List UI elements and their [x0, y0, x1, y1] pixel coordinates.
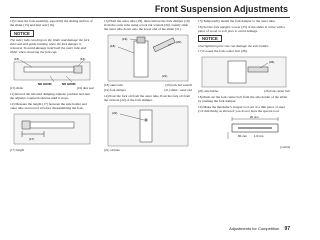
- fig1-label-b: (16): [80, 57, 86, 62]
- header-rule: [10, 17, 290, 18]
- fig5-caption-left: (26) axle holder: [198, 88, 219, 93]
- fig3-caption-l1: (18) outer tube: [104, 82, 123, 87]
- fig3-caption-r2: (21) slider / outer end: [164, 88, 192, 93]
- page-footer: [229, 226, 290, 232]
- continued-note: (cont'd): [280, 144, 290, 149]
- dim-a: 20 mm: [250, 114, 259, 119]
- notice-label: NOTICE: [10, 30, 34, 37]
- fork-slider-figure: [10, 56, 94, 86]
- fig3-label-b: (19): [122, 36, 128, 41]
- fig3-caption-r1: (20) lock nut wrench: [165, 82, 192, 87]
- page-header: [0, 4, 300, 15]
- oil-hole-figure: [104, 104, 192, 148]
- step-17: 17) Loosen the fork center bolt (26).: [198, 49, 248, 54]
- fig4-caption: (22) oil hole: [104, 148, 120, 153]
- stopper-tool-figure: [198, 115, 290, 145]
- length-figure: [10, 112, 94, 148]
- center-bolt-figure: [198, 55, 290, 89]
- fig3-caption-row2: [104, 89, 192, 93]
- fig5-label: (26): [269, 59, 275, 64]
- column-right: [198, 19, 290, 149]
- footer-label: Adjustments for Competition: [229, 226, 280, 231]
- page-title: Front Suspension Adjustments: [154, 4, 288, 14]
- column-left: [10, 19, 94, 153]
- fig4-label: (22): [112, 111, 118, 116]
- fig3-caption-row1: [104, 84, 192, 88]
- page-number: 97: [284, 226, 290, 232]
- damper-removal-figure: [104, 33, 192, 83]
- fig1-caption-right: (16) dust seal: [76, 86, 94, 91]
- fig3-label-a: (18): [110, 43, 116, 48]
- notice-text-2: Overtightening the vise can damage the axle holder.: [198, 43, 269, 48]
- fig1-caption: [10, 87, 94, 91]
- notice-label-2: NOTICE: [198, 35, 222, 42]
- fig5-caption: [198, 90, 290, 94]
- step-16: 16) Set the fork upright. Lower (25) of the slider at a true with a piece of wood or soft jaws to avoid damage.: [198, 24, 285, 33]
- notice-text: The outer tube can drop on the slider and damage the fork dust seal and guide bushing when the fork damper is removed. To avoid damage hold both the outer tube and slider when removing the fork cap.: [10, 38, 90, 55]
- fig3-label-d: (21): [162, 73, 168, 78]
- dim-c: 1.0 mm: [254, 133, 264, 138]
- fig5-caption-right: (26) fork center bolt: [264, 88, 290, 93]
- step-10: 10) Clean the fork assembly, especially the sliding surface of the slider (15) and dust seal (16).: [10, 19, 93, 28]
- step-13: 13) Hold the outer tube (18), then remove the fork damper (19) from the outer tube using a lock nut wrench (20). Gently slide the outer tube down onto the lower end of the slider (21).: [104, 19, 190, 32]
- dim-b: R1 mm: [238, 133, 248, 138]
- fig3-label-c: (20): [176, 39, 182, 44]
- step-14: 14) Pour the fork oil from the outer tube. Pour the fork oil from the oil hole (22) of the fork damper.: [104, 94, 191, 103]
- step-11: 11) Record the rebound damping adjuster position and turn the adjuster counterclockwise until it stops.: [10, 92, 91, 101]
- step-19: 19) Make the mechanic's stopper tool out of a thin piece of steel (1.0 mm thick) as shown if you do not have the special tool.: [198, 104, 285, 114]
- step-15: 15) Temporarily install the fork damper to the outer tube.: [198, 19, 276, 23]
- fig2-label: (17): [29, 136, 35, 141]
- fig3-caption-l2: (19) fork damper: [104, 88, 126, 93]
- fig2-caption: (17) length: [10, 147, 25, 152]
- step-18: 18) Push out the fork center bolt from the axle holder of the slider by pushing the fork damper.: [198, 95, 288, 104]
- step-12: 12) Measure the length (17) between the axle holder and outer tube and record it before disassembling the fork.: [10, 102, 87, 111]
- column-middle: [104, 19, 192, 153]
- fig1-label-a: (15): [14, 57, 20, 62]
- fig1-label-c: NO GOOD: [38, 82, 52, 87]
- fig1-label-d: NO GOOD: [62, 82, 76, 87]
- fig1-caption-left: (15) slider: [10, 86, 24, 91]
